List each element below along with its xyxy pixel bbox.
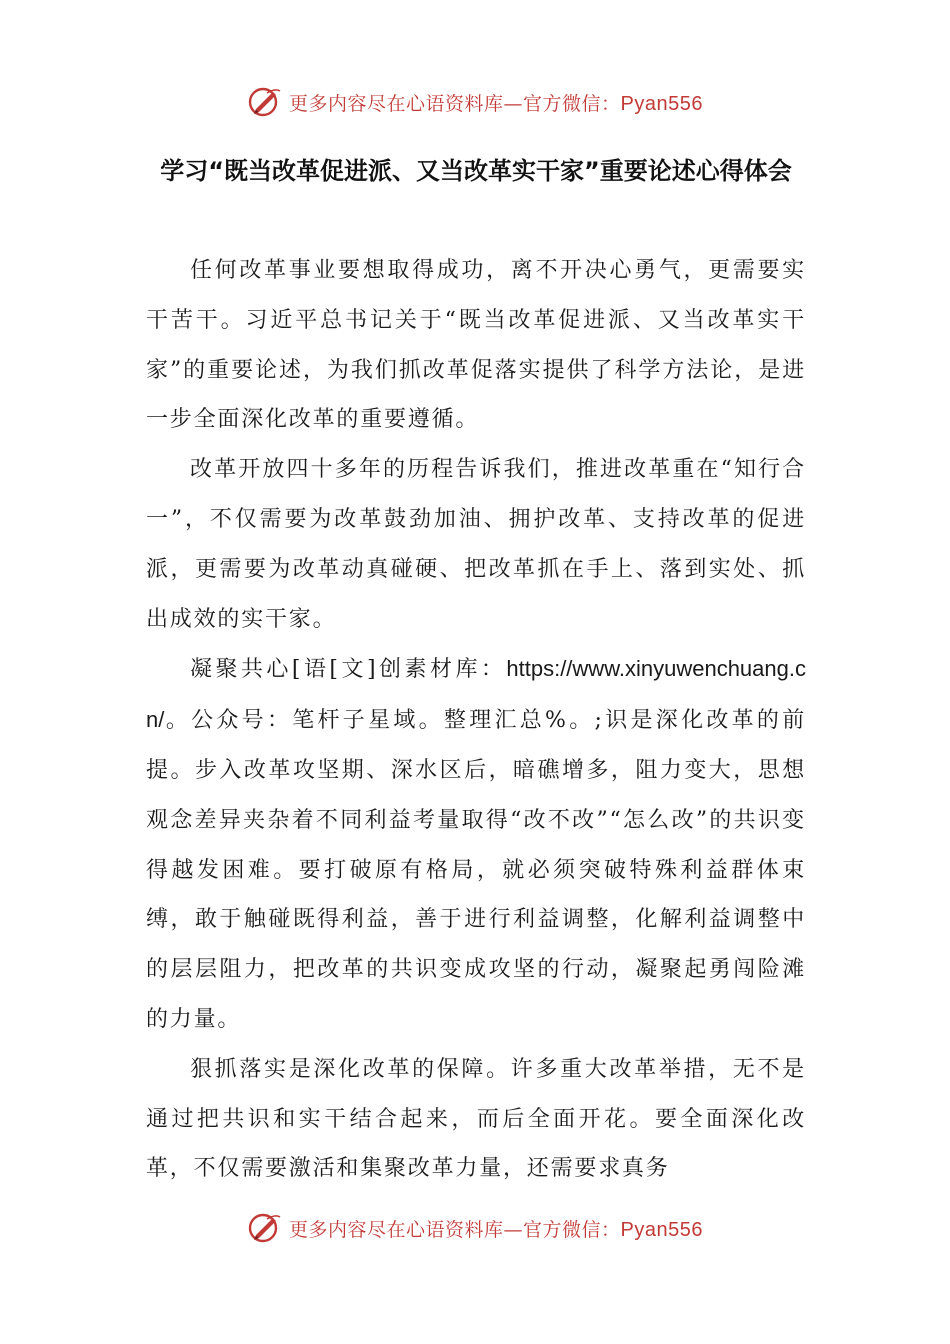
paragraph-3-lead: 凝聚共心[语[文]创素材库： <box>190 657 507 683</box>
header-banner <box>0 80 950 124</box>
paragraph-1: 任何改革事业要想取得成功，离不开决心勇气，更需要实干苦干。习近平总书记关于“既当改革促进派、又当改革实干家”的重要论述，为我们抓改革促落实提供了科学方法论，是进一步全面深化改革的重要遵循。 <box>146 258 806 433</box>
header-wechat-id: Pyan556 <box>620 92 703 115</box>
footer-banner-text: 更多内容尽在心语资料库—官方微信：Pyan556 <box>289 1218 703 1241</box>
paragraph-3 <box>146 644 806 1044</box>
document-body <box>146 246 806 1194</box>
header-banner-text: 更多内容尽在心语资料库—官方微信：Pyan556 <box>289 92 703 115</box>
paragraph-3-text: 。公众号：笔杆子星域。整理汇总%。;识是深化改革的前提。步入改革攻坚期、深水区后，暗礁增多，阻力变大，思想观念差异夹杂着不同利益考量取得“改不改”“怎么改”的共识变得越发困难。要打破原有格局，就必须突破特殊利益群体束缚，敢于触碰既得利益，善于进行利益调整，化解利益调整中的层层阻力，把改革的共识变成攻坚的行动，凝聚起勇闯险滩的力量。 <box>146 708 806 1032</box>
source-url-link[interactable]: https://www.xinyuwenchuang.cn/ <box>146 656 806 733</box>
paragraph-2: 改革开放四十多年的历程告诉我们，推进改革重在“知行合一”，不仅需要为改革鼓劲加油、拥护改革、支持改革的促进派，更需要为改革动真碰硬、把改革抓在手上、落到实处、抓出成效的实干家。 <box>146 457 806 632</box>
footer-wechat-id: Pyan556 <box>620 1218 703 1241</box>
footer-banner <box>0 1206 950 1250</box>
pen-logo-icon <box>247 84 283 120</box>
document-title: 学习“既当改革促进派、又当改革实干家”重要论述心得体会 <box>160 157 792 185</box>
paragraph-4: 狠抓落实是深化改革的保障。许多重大改革举措，无不是通过把共识和实干结合起来，而后全面开花。要全面深化改革，不仅需要激活和集聚改革力量，还需要求真务 <box>146 1056 806 1182</box>
pen-logo-icon <box>247 1210 283 1246</box>
